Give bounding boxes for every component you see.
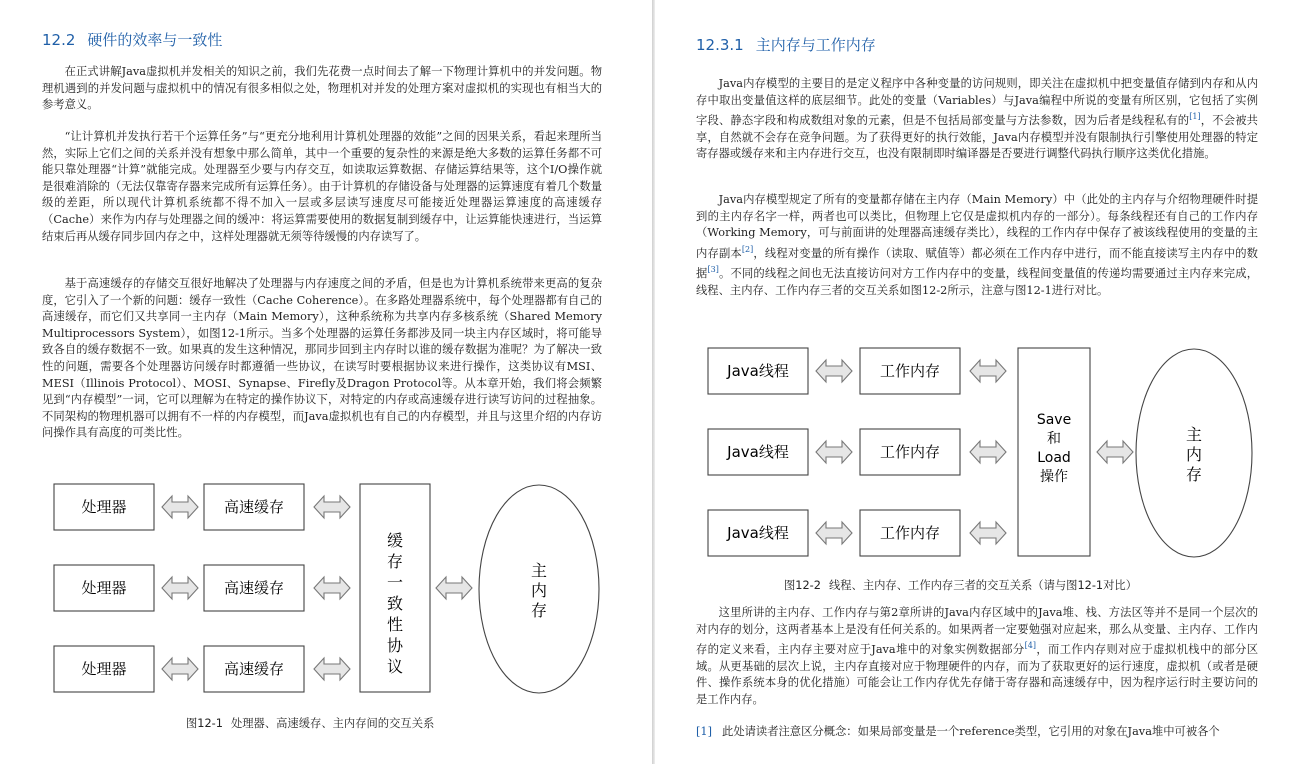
caption-text: 线程、主内存、工作内存三者的交互关系（请与图12-1对比） <box>828 579 1138 592</box>
footnote-ref-4[interactable]: [4] <box>1024 641 1036 651</box>
main-memory-label: 主内存 <box>530 561 548 620</box>
processor-label: 处理器 <box>81 579 127 597</box>
footnote-ref-1[interactable]: [1] <box>1189 112 1201 122</box>
section-number: 12.3.1 <box>696 36 744 54</box>
cache-label: 高速缓存 <box>223 498 285 516</box>
section-title: 主内存与工作内存 <box>755 36 876 54</box>
double-arrow-icon <box>1097 441 1133 463</box>
work-memory-label: 工作内存 <box>879 443 941 461</box>
cache-label: 高速缓存 <box>223 660 285 678</box>
figure-12-1-caption <box>186 715 434 731</box>
double-arrow-icon <box>162 577 198 599</box>
double-arrow-icon <box>816 360 852 382</box>
left-page <box>0 0 652 764</box>
work-memory-label: 工作内存 <box>879 362 941 380</box>
processor-label: 处理器 <box>81 660 127 678</box>
caption-text: 处理器、高速缓存、主内存间的交互关系 <box>230 717 435 730</box>
double-arrow-icon <box>970 522 1006 544</box>
save-load-label: Save 和 Load 操作 <box>1036 412 1072 485</box>
double-arrow-icon <box>816 441 852 463</box>
section-heading <box>42 29 222 50</box>
footnote-1 <box>696 724 1220 740</box>
main-memory-label: 主内存 <box>1185 425 1203 484</box>
section-title: 硬件的效率与一致性 <box>87 31 223 49</box>
double-arrow-icon <box>436 577 472 599</box>
double-arrow-icon <box>162 658 198 680</box>
double-arrow-icon <box>970 360 1006 382</box>
double-arrow-icon <box>162 496 198 518</box>
double-arrow-icon <box>816 522 852 544</box>
paragraph-jmm-rules: Java内存模型规定了所有的变量都存储在主内存（Main Memory）中（此处的主内存与介绍物理硬件时提到的主内存名字一样，两者也可以类比，但物理上它仅是虚拟机内存的一部分）。每条线程还有自己的工作内存（Working Memory，可与前面讲的处理器高速缓存类比），线程的工作内存中保存了被该线程使用的变量的主内存副本[2]，线程对变量的所有操作（读取、赋值等）都必须在工作内存中进行，而不能直接读写主内存中的数据[3]。不同的线程之间也无法直接访问对方工作内存中的变量，线程间变量值的传递均需要通过主内存来完成，线程、主内存、工作内存三者的交互关系如图12-2所示，注意与图12-1进行对比。 <box>696 193 1258 297</box>
caption-number: 图12-1 <box>186 717 223 730</box>
java-thread-label: Java线程 <box>727 362 789 380</box>
footnote-ref-3[interactable]: [3] <box>707 265 719 275</box>
double-arrow-icon <box>314 577 350 599</box>
right-page <box>655 0 1307 764</box>
paragraph-jmm-purpose: Java内存模型的主要目的是定义程序中各种变量的访问规则，即关注在虚拟机中把变量值存储到内存和从内存中取出变量值这样的底层细节。此处的变量（Variables）与Java编程中所说的变量有所区别，它包括了实例字段、静态字段和构成数组对象的元素，但是不包括局部变量与方法参数，因为后者是线程私有的[1]，不会被共享，自然就不会存在竞争问题。为了获得更好的执行效能，Java内存模型并没有限制执行引擎使用处理器的特定寄存器或缓存来和主内存进行交互，也没有限制即时编译器是否要进行调整代码执行顺序这类优化措施。 <box>696 77 1258 161</box>
paragraph-coherence: 基于高速缓存的存储交互很好地解决了处理器与内存速度之间的矛盾，但是也为计算机系统带来更高的复杂度，它引入了一个新的问题：缓存一致性（Cache Coherence）。在多路处理器系统中，每个处理器都有自己的高速缓存，而它们又共享同一主内存（Main Memory），这种系统称为共享内存多核系统（Shared Memory Multiprocessors System），如图12-1所示。当多个处理器的运算任务都涉及同一块主内存区域时，将可能导致各自的缓存数据不一致。如果真的发生这种情况，那同步回到主内存时以谁的缓存数据为准呢？为了解决一致性的问题，需要各个处理器访问缓存时都遵循一些协议，在读写时要根据协议来进行操作，这类协议有MSI、MESI（Illinois Protocol）、MOSI、Synapse、Firefly及Dragon Protocol等。从本章开始，我们将会频繁见到“内存模型”一词，它可以理解为在特定的操作协议下，对特定的内存或高速缓存进行读写访问的过程抽象。不同架构的物理机器可以拥有不一样的内存模型，而Java虚拟机也有自己的内存模型，并且与这里介绍的内存访问操作具有高度的可类比性。 <box>42 277 602 440</box>
footnote-text: 此处请读者注意区分概念：如果局部变量是一个reference类型，它引用的对象在Java堆中可被各个 <box>722 725 1220 738</box>
double-arrow-icon <box>314 658 350 680</box>
section-number: 12.2 <box>42 31 76 49</box>
paragraph-cache: “让计算机并发执行若干个运算任务”与“更充分地利用计算机处理器的效能”之间的因果关系，看起来理所当然，实际上它们之间的关系并没有想象中那么简单，其中一个重要的复杂性的来源是绝大多数的运算任务都不可能只靠处理器“计算”就能完成。处理器至少要与内存交互，如读取运算数据、存储运算结果等，这个I/O操作就是很难消除的（无法仅靠寄存器来完成所有运算任务）。由于计算机的存储设备与处理器的运算速度有着几个数量级的差距，所以现代计算机系统都不得不加入一层或多层读写速度尽可能接近处理器运算速度的高速缓存（Cache）来作为内存与处理器之间的缓冲：将运算需要使用的数据复制到缓存中，让运算能快速进行，当运算结束后再从缓存同步回内存之中，这样处理器就无须等待缓慢的内存读写了。 <box>42 130 602 243</box>
paragraph-memory-comparison: 这里所讲的主内存、工作内存与第2章所讲的Java内存区域中的Java堆、栈、方法区等并不是同一个层次的对内存的划分，这两者基本上是没有任何关系的。如果两者一定要勉强对应起来，那么从变量、主内存、工作内存的定义来看，主内存主要对应于Java堆中的对象实例数据部分[4]，而工作内存则对应于虚拟机栈中的部分区域。从更基础的层次上说，主内存直接对应于物理硬件的内存，而为了获取更好的运行速度，虚拟机（或者是硬件、操作系统本身的优化措施）可能会让工作内存优先存储于寄存器和高速缓存中，因为程序运行时主要访问的是工作内存。 <box>696 606 1258 706</box>
figure-12-1 <box>42 476 622 704</box>
section-heading <box>696 34 876 55</box>
figure-12-2-caption <box>784 577 1137 593</box>
footnote-ref-2[interactable]: [2] <box>741 244 754 254</box>
processor-label: 处理器 <box>81 498 127 516</box>
coherence-protocol-label: 缓存一致性协议 <box>386 531 404 676</box>
footnote-mark: [1] <box>696 725 713 738</box>
java-thread-label: Java线程 <box>727 443 789 461</box>
cache-label: 高速缓存 <box>223 579 285 597</box>
caption-number: 图12-2 <box>784 579 821 592</box>
paragraph-intro: 在正式讲解Java虚拟机并发相关的知识之前，我们先花费一点时间去了解一下物理计算机中的并发问题。物理机遇到的并发问题与虚拟机中的情况有很多相似之处，物理机对并发的处理方案对虚拟机的实现也有相当大的参考意义。 <box>42 65 602 112</box>
work-memory-label: 工作内存 <box>879 524 941 542</box>
java-thread-label: Java线程 <box>727 524 789 542</box>
double-arrow-icon <box>970 441 1006 463</box>
double-arrow-icon <box>314 496 350 518</box>
figure-12-2 <box>696 340 1266 568</box>
